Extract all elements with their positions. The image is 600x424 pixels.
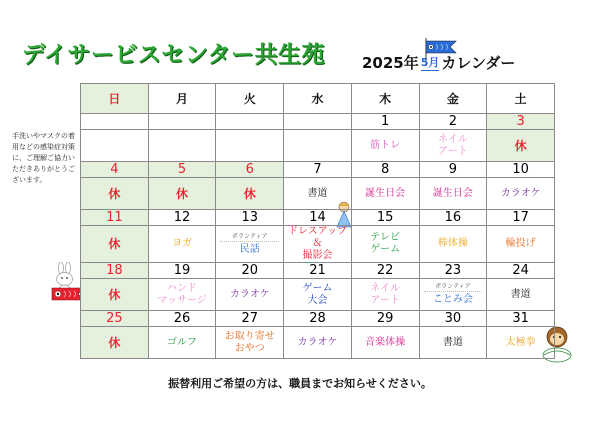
event-label: 誕生日会 [432, 187, 473, 199]
day-event [148, 130, 216, 162]
day-event [148, 327, 216, 359]
day-event [216, 178, 284, 210]
year-month-label [362, 52, 515, 73]
day-number: 10 [487, 162, 555, 178]
event-label: お取り寄せ おやつ [224, 330, 275, 354]
day-event [419, 279, 487, 311]
calendar-body [81, 114, 555, 359]
day-number: 16 [419, 210, 487, 226]
day-number-row [81, 114, 555, 130]
day-event [216, 226, 284, 263]
weekday-header: 木 [351, 84, 419, 114]
day-event [284, 130, 352, 162]
day-number: 15 [351, 210, 419, 226]
day-event [81, 178, 149, 210]
day-number: 7 [284, 162, 352, 178]
footer-notice: 振替利用ご希望の方は、職員までお知らせください。 [168, 377, 432, 390]
day-number: 23 [419, 263, 487, 279]
page-title: デイサービスセンター共生苑 [22, 42, 325, 68]
day-number-row [81, 263, 555, 279]
day-event [351, 178, 419, 210]
day-event [216, 279, 284, 311]
day-number: 18 [81, 263, 149, 279]
day-number: 9 [419, 162, 487, 178]
day-event [284, 279, 352, 311]
day-event [419, 226, 487, 263]
weekday-header: 月 [148, 84, 216, 114]
calendar-table [80, 83, 555, 359]
event-label: カラオケ [500, 187, 541, 199]
day-number: 14 [284, 210, 352, 226]
day-event [284, 178, 352, 210]
day-event [284, 327, 352, 359]
day-event [351, 130, 419, 162]
event-row [81, 178, 555, 210]
weekday-header: 水 [284, 84, 352, 114]
event-label: ヨガ [172, 238, 193, 249]
infection-control-note: 手洗いやマスクの着用などの感染症対策に、ご理解ご協力いただきありがとうございます。 [12, 132, 75, 184]
event-label: ゴルフ [167, 336, 198, 348]
day-number [81, 114, 149, 130]
event-label: 音楽体操 [365, 336, 406, 348]
event-label: 書道 [442, 336, 463, 348]
day-number: 13 [216, 210, 284, 226]
day-event [148, 279, 216, 311]
day-event [351, 279, 419, 311]
event-label: 書道 [510, 288, 531, 300]
day-number: 22 [351, 263, 419, 279]
event-label: 休 [108, 287, 121, 302]
day-number: 3 [487, 114, 555, 130]
event-label: 民話 [239, 243, 260, 255]
event-label: 筋トレ [370, 139, 401, 151]
event-row [81, 226, 555, 263]
event-label: ハンド マッサージ [157, 282, 207, 306]
day-number-row [81, 311, 555, 327]
event-label: カラオケ [229, 288, 270, 300]
day-event [487, 327, 555, 359]
day-number-row [81, 210, 555, 226]
weekday-header-row [81, 84, 555, 114]
day-event [419, 130, 487, 162]
event-label: 休 [176, 186, 189, 201]
event-label: ネイル アート [437, 133, 468, 157]
event-label: ことみ会 [432, 294, 473, 305]
volunteer-label: ボランティア [424, 283, 483, 292]
day-event [351, 327, 419, 359]
day-event [148, 226, 216, 263]
day-number: 31 [487, 311, 555, 327]
event-label: 誕生日会 [365, 187, 406, 199]
event-row [81, 130, 555, 162]
day-event [487, 279, 555, 311]
event-label: ドレスアップ＆ 撮影会 [287, 226, 347, 261]
event-label: 輪投げ [505, 238, 536, 249]
day-number: 5 [148, 162, 216, 178]
event-label: 書道 [307, 187, 328, 199]
day-number: 6 [216, 162, 284, 178]
day-event [284, 226, 352, 263]
event-label: 休 [243, 186, 256, 201]
day-number: 28 [284, 311, 352, 327]
day-event [487, 178, 555, 210]
event-label: 太極拳 [505, 336, 536, 348]
day-number: 19 [148, 263, 216, 279]
day-event [148, 178, 216, 210]
day-number: 29 [351, 311, 419, 327]
volunteer-label: ボランティア [220, 233, 279, 242]
day-number [148, 114, 216, 130]
day-number: 21 [284, 263, 352, 279]
day-number: 1 [351, 114, 419, 130]
event-label: 棒体操 [437, 238, 468, 249]
day-event [487, 130, 555, 162]
day-event [81, 279, 149, 311]
day-number [216, 114, 284, 130]
day-event [216, 130, 284, 162]
event-label: 休 [514, 138, 527, 153]
year-label: 2025年 [362, 54, 419, 72]
weekday-header: 土 [487, 84, 555, 114]
weekday-header: 金 [419, 84, 487, 114]
day-number [284, 114, 352, 130]
day-event [81, 327, 149, 359]
day-number: 25 [81, 311, 149, 327]
day-number: 17 [487, 210, 555, 226]
day-number: 27 [216, 311, 284, 327]
day-number: 24 [487, 263, 555, 279]
day-number-row [81, 162, 555, 178]
day-number: 30 [419, 311, 487, 327]
day-number: 2 [419, 114, 487, 130]
event-label: カラオケ [297, 336, 338, 348]
calendar-label: カレンダー [441, 54, 516, 72]
day-event [351, 226, 419, 263]
event-label: テレビ ゲーム [370, 232, 401, 255]
day-event [81, 226, 149, 263]
month-label: 5月 [420, 56, 440, 69]
event-label: 休 [108, 186, 121, 201]
day-number: 20 [216, 263, 284, 279]
day-event [419, 327, 487, 359]
day-event [487, 226, 555, 263]
weekday-header: 日 [81, 84, 149, 114]
day-event [81, 130, 149, 162]
day-event [419, 178, 487, 210]
event-label: 休 [108, 335, 121, 350]
day-event [216, 327, 284, 359]
event-label: 休 [108, 237, 121, 251]
day-number: 12 [148, 210, 216, 226]
day-number: 4 [81, 162, 149, 178]
event-row [81, 279, 555, 311]
event-row [81, 327, 555, 359]
event-label: ネイル アート [370, 282, 401, 306]
day-number: 11 [81, 210, 149, 226]
day-number: 26 [148, 311, 216, 327]
day-number: 8 [351, 162, 419, 178]
weekday-header: 火 [216, 84, 284, 114]
event-label: ゲーム 大会 [302, 282, 333, 306]
